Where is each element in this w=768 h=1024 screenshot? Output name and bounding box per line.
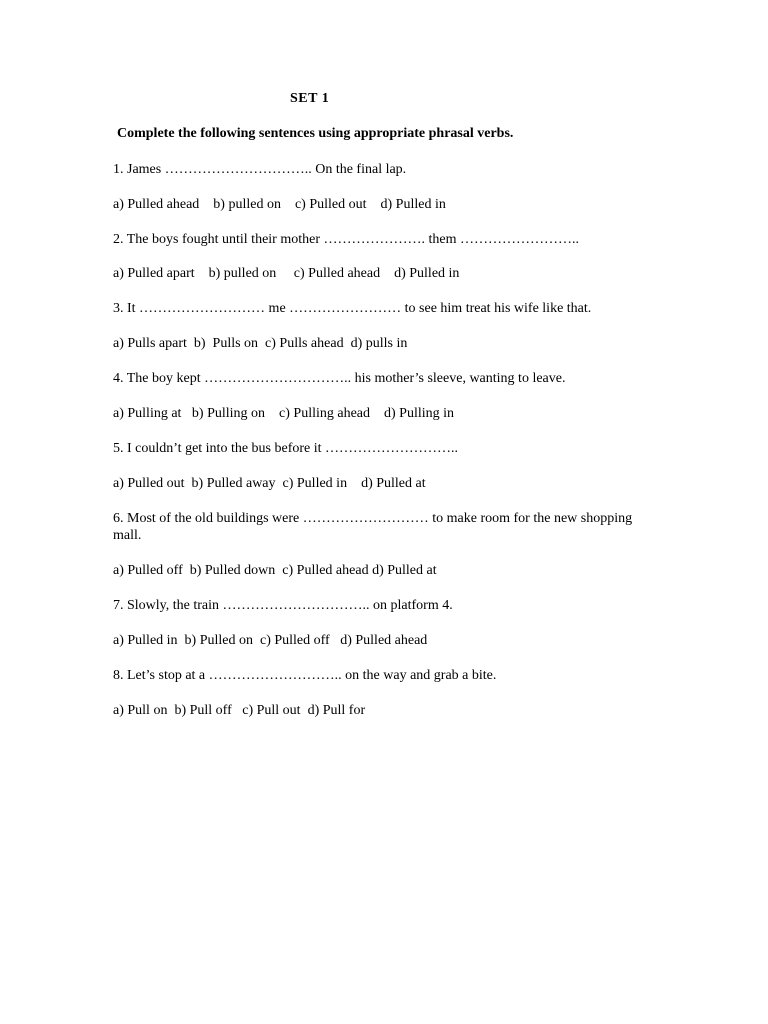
question-2-options: a) Pulled apart b) pulled on c) Pulled ahead d) Pulled in: [113, 266, 460, 281]
instructions: Complete the following sentences using appropriate phrasal verbs.: [117, 126, 514, 141]
question-5-options: a) Pulled out b) Pulled away c) Pulled in d) Pulled at: [113, 476, 426, 491]
question-7: 7. Slowly, the train ………………………….. on platform 4.: [113, 598, 453, 613]
question-5: 5. I couldn’t get into the bus before it ………………………..: [113, 441, 459, 456]
question-8: 8. Let’s stop at a ……………………….. on the way and grab a bite.: [113, 668, 497, 683]
question-8-options: a) Pull on b) Pull off c) Pull out d) Pull for: [113, 703, 366, 718]
question-3-options: a) Pulls apart b) Pulls on c) Pulls ahead d) pulls in: [113, 336, 408, 351]
question-6: 6. Most of the old buildings were ……………………… to make room for the new shopping mall.: [113, 511, 633, 543]
question-4-options: a) Pulling at b) Pulling on c) Pulling ahead d) Pulling in: [113, 406, 455, 421]
question-7-options: a) Pulled in b) Pulled on c) Pulled off d) Pulled ahead: [113, 633, 428, 648]
question-6-options: a) Pulled off b) Pulled down c) Pulled ahead d) Pulled at: [113, 563, 437, 578]
question-2: 2. The boys fought until their mother …………………. them ……………………..: [113, 232, 579, 247]
question-1-options: a) Pulled ahead b) pulled on c) Pulled out d) Pulled in: [113, 197, 446, 212]
question-1: 1. James ………………………….. On the final lap.: [113, 162, 407, 177]
set-title: SET 1: [290, 91, 330, 106]
question-4: 4. The boy kept ………………………….. his mother’s sleeve, wanting to leave.: [113, 371, 566, 386]
question-3: 3. It ……………………… me …………………… to see him treat his wife like that.: [113, 301, 592, 316]
